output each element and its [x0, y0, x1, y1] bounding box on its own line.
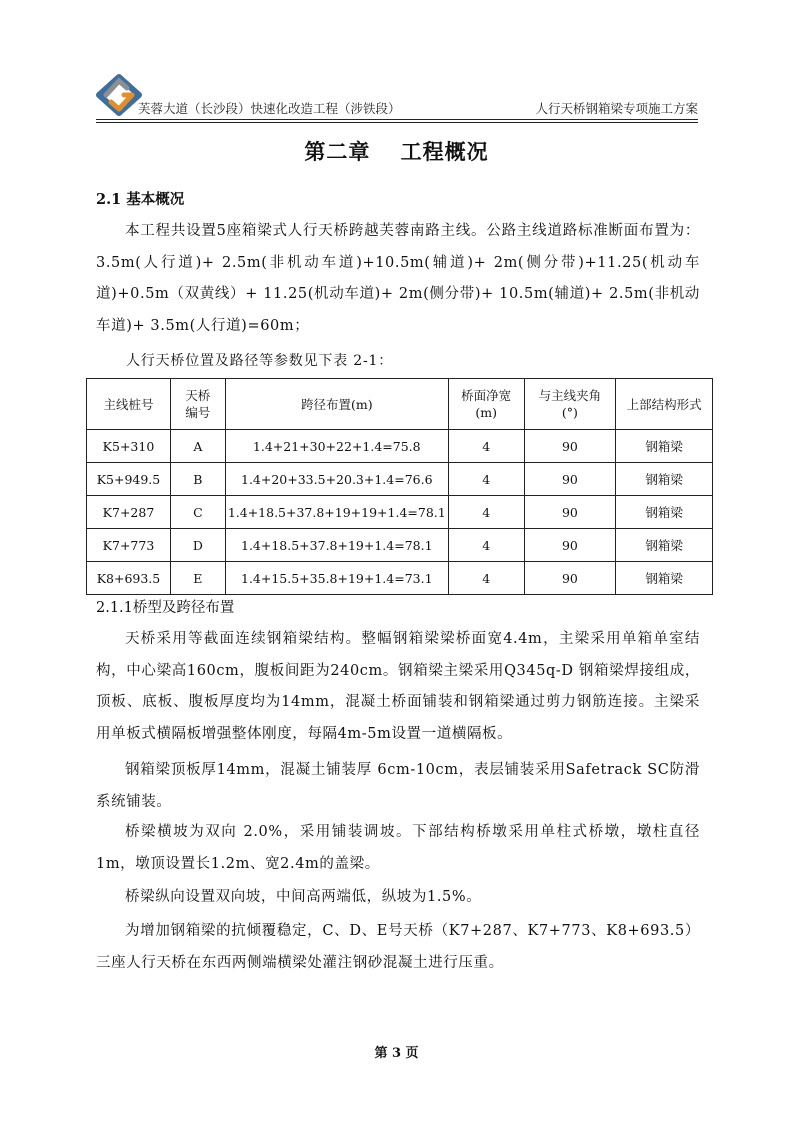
table-cell: K5+310 — [87, 430, 171, 463]
intro-paragraph: 本工程共设置5座箱梁式人行天桥跨越芙蓉南路主线。公路主线道路标准断面布置为：3.5m(人行道)+ 2.5m(非机动车道)+10.5m(辅道)+ 2m(侧分带)+11.25(机动车道)+0.5m（双黄线）+ 11.25(机动车道)+ 2m(侧分带)+ 10.5m(辅道)+ 2.5m(非机动车道)+ 3.5m(人行道)=60m； — [96, 223, 700, 334]
header-cell: 上部结构形式 — [616, 379, 713, 430]
table-row — [87, 562, 713, 595]
header-document-title: 人行天桥钢箱梁专项施工方案 — [535, 101, 698, 116]
table-cell: 钢箱梁 — [616, 430, 713, 463]
body-paragraph: 为增加钢箱梁的抗倾覆稳定，C、D、E号天桥（K7+287、K7+773、K8+693.5）三座人行天桥在东西两侧端横梁处灌注钢砂混凝土进行压重。 — [96, 923, 700, 971]
company-logo-icon — [96, 74, 142, 116]
table-cell: 90 — [524, 430, 616, 463]
bridge-parameter-table — [86, 378, 713, 595]
table-cell: A — [170, 430, 225, 463]
table-cell: 90 — [524, 529, 616, 562]
table-cell: 90 — [524, 463, 616, 496]
table-cell: 4 — [448, 496, 524, 529]
table-cell: E — [170, 562, 225, 595]
body-paragraph: 钢箱梁顶板厚14mm，混凝土铺装厚 6cm-10cm，表层铺装采用Safetrack SC防滑系统铺装。 — [96, 762, 700, 810]
subsection-title: 2.1.1桥型及跨径布置 — [96, 600, 235, 616]
table-cell: C — [170, 496, 225, 529]
table-header-row — [87, 379, 713, 430]
header-cell: 桥面净宽 (m) — [448, 379, 524, 430]
table-cell: 1.4+21+30+22+1.4=75.8 — [225, 430, 448, 463]
table-cell: 1.4+18.5+37.8+19+1.4=78.1 — [225, 529, 448, 562]
table-cell: 4 — [448, 463, 524, 496]
chapter-title: 第二章 工程概况 — [304, 139, 489, 164]
header-rule-thin — [96, 122, 698, 123]
table-cell: 1.4+18.5+37.8+19+19+1.4=78.1 — [225, 496, 448, 529]
table-cell: K5+949.5 — [87, 463, 171, 496]
table-cell: K7+773 — [87, 529, 171, 562]
table-cell: B — [170, 463, 225, 496]
header-cell: 跨径布置(m) — [225, 379, 448, 430]
page-header — [96, 74, 698, 122]
table-cell: K7+287 — [87, 496, 171, 529]
table-cell: 钢箱梁 — [616, 529, 713, 562]
body-paragraph: 桥梁横坡为双向 2.0%，采用铺装调坡。下部结构桥墩采用单柱式桥墩，墩柱直径1m，墩顶设置长1.2m、宽2.4m的盖梁。 — [96, 824, 700, 872]
table-cell: 1.4+15.5+35.8+19+1.4=73.1 — [225, 562, 448, 595]
table-cell: 90 — [524, 496, 616, 529]
table-cell: 钢箱梁 — [616, 562, 713, 595]
header-cell: 主线桩号 — [87, 379, 171, 430]
body-paragraph: 桥梁纵向设置双向坡，中间高两端低，纵坡为1.5%。 — [125, 889, 482, 905]
page-number: 第 3 页 — [374, 1046, 419, 1061]
table-cell: D — [170, 529, 225, 562]
section-title: 2.1 基本概况 — [96, 191, 185, 208]
body-paragraph: 天桥采用等截面连续钢箱梁结构。整幅钢箱梁梁桥面宽4.4m，主梁采用单箱单室结构，中心梁高160cm，腹板间距为240cm。钢箱梁主梁采用Q345q-D 钢箱梁焊接组成，顶板、底板、腹板厚度均为14mm，混凝土桥面铺装和钢箱梁通过剪力钢筋连接。主梁采用单板式横隔板增强整体刚度，每隔4m-5m设置一道横隔板。 — [96, 631, 700, 742]
header-cell: 与主线夹角 (°) — [524, 379, 616, 430]
table-cell: 1.4+20+33.5+20.3+1.4=76.6 — [225, 463, 448, 496]
table-row — [87, 529, 713, 562]
header-cell: 天桥 编号 — [170, 379, 225, 430]
table-cell: K8+693.5 — [87, 562, 171, 595]
table-row — [87, 430, 713, 463]
table-cell: 4 — [448, 430, 524, 463]
table-cell: 90 — [524, 562, 616, 595]
table-row — [87, 496, 713, 529]
table-caption: 人行天桥位置及路径等参数见下表 2-1： — [126, 353, 393, 369]
table-cell: 4 — [448, 562, 524, 595]
table-row — [87, 463, 713, 496]
table-cell: 钢箱梁 — [616, 496, 713, 529]
header-project-name: 芙蓉大道（长沙段）快速化改造工程（涉铁段） — [138, 101, 401, 116]
header-rule — [96, 119, 698, 120]
table-cell: 钢箱梁 — [616, 463, 713, 496]
table-cell: 4 — [448, 529, 524, 562]
